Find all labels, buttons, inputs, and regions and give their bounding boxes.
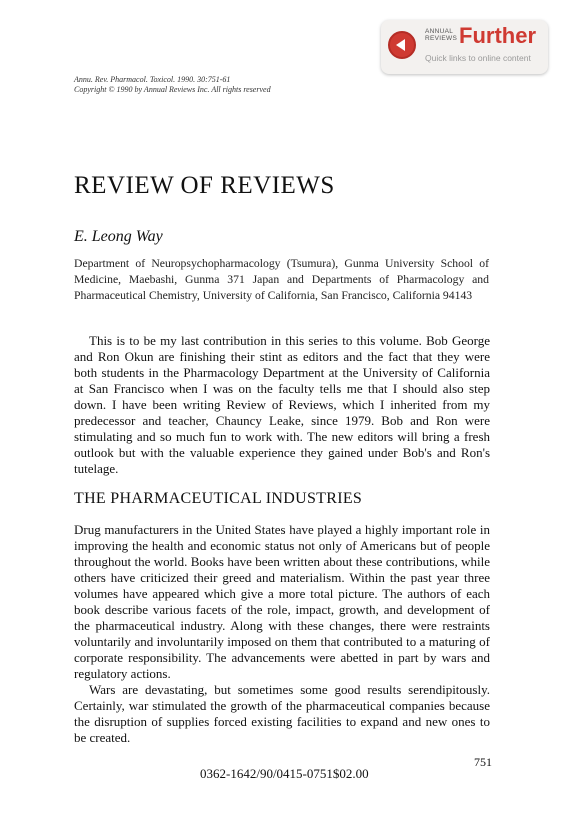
body-paragraph: Wars are devastating, but sometimes some good results serendipitously. Certainly, war stimulated the growth of the pharmaceutical companies because the disruption of supplies forced existing facilities to expand and new ones to be created.	[74, 682, 490, 745]
citation-line: Annu. Rev. Pharmacol. Toxicol. 1990. 30:751-61	[74, 75, 231, 84]
citation-block	[74, 75, 271, 95]
intro-paragraph: This is to be my last contribution in this series to this volume. Bob George and Ron Okun are finishing their stint as editors and the fact that they were both students in the Pharmacology Department at the University of California at San Francisco when I was on the faculty tells me that I should also step down. I have been writing Review of Reviews, which I inherited from my predecessor and teacher, Chauncy Leake, since 1979. Bob and Ron were stimulating and so much fun to work with. The new editors will bring a fresh outlook but with the valuable experience they gained under Bob's and Ron's tutelage.	[74, 333, 490, 476]
footer-code: 0362-1642/90/0415-0751$02.00	[200, 766, 369, 781]
badge-line-reviews: REVIEWS	[425, 35, 458, 42]
body-paragraph: Drug manufacturers in the United States have played a highly important role in improving the health and economic status not only of Americans but of people throughout the world. Books have been written about these contributions, while others have criticized their greed and materialism. Within the past year three volumes have appeared which give a more total picture. The authors of each book describe various facets of the role, impact, growth, and development of the pharmaceutical industry. Along with these changes, there were restraints voluntarily and involuntarily imposed on them that contributed to a maturing of corporate responsibility. The advancements were abetted in part by wars and regulatory actions.	[74, 522, 490, 681]
author-affiliation: Department of Neuropsychopharmacology (Tsumura), Gunma University School of Medicine, Maebashi, Gunma 371 Japan and Departments of Pharmacology and Pharmaceutical Chemistry, University of California, San Francisco, California 94143	[74, 257, 489, 302]
annual-reviews-further-badge[interactable]	[381, 20, 548, 74]
author-name: E. Leong Way	[74, 228, 163, 245]
back-arrow-icon	[388, 31, 416, 59]
article-title: REVIEW OF REVIEWS	[74, 172, 335, 199]
section-heading: THE PHARMACEUTICAL INDUSTRIES	[74, 490, 363, 507]
page-number: 751	[474, 755, 492, 769]
badge-line-annual: ANNUAL	[425, 28, 454, 35]
badge-further-label: Further	[459, 23, 536, 48]
badge-tagline: Quick links to online content	[425, 53, 531, 63]
copyright-line: Copyright © 1990 by Annual Reviews Inc. All rights reserved	[74, 85, 271, 94]
